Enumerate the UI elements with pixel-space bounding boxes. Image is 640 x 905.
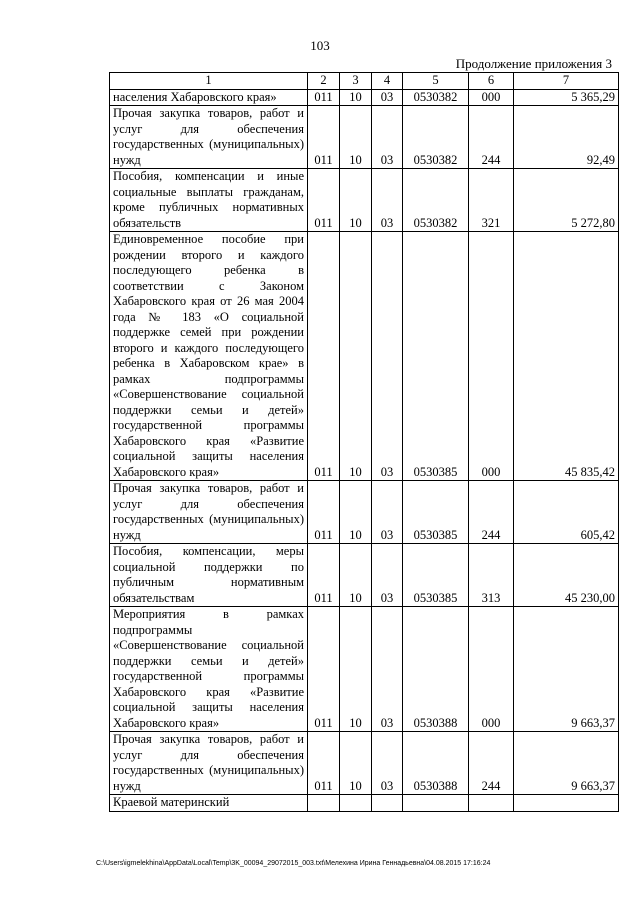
row-section-code: 10 xyxy=(340,89,372,106)
row-subsection-code: 03 xyxy=(372,544,403,607)
row-description: Единовременное пособие при рождении второго и каждого последующего ребенка в соответствии с Законом Хабаровского края от 26 мая 2004 года № 183 «О социальной поддержке семей при рождении второго и каждого последующего ребенка в Хабаровском крае» в рамках подпрограммы «Совершенствование социальной поддержки семьи и детей» государственной программы Хабаровского края «Развитие социальной защиты населения Хабаровского края» xyxy=(110,232,308,481)
row-amount: 45 835,42 xyxy=(514,232,619,481)
row-ministry-code: 011 xyxy=(308,169,340,232)
row-target-article: 0530382 xyxy=(403,89,469,106)
row-amount xyxy=(514,795,619,812)
header-cell: 3 xyxy=(340,73,372,90)
row-expense-type: 244 xyxy=(469,106,514,169)
row-target-article: 0530385 xyxy=(403,232,469,481)
row-ministry-code: 011 xyxy=(308,89,340,106)
header-cell: 1 xyxy=(110,73,308,90)
row-description: Прочая закупка товаров, работ и услуг для обеспечения государственных (муниципальных) нужд xyxy=(110,106,308,169)
row-description: Краевой материнский xyxy=(110,795,308,812)
row-expense-type: 313 xyxy=(469,544,514,607)
row-subsection-code: 03 xyxy=(372,481,403,544)
page-number: 103 xyxy=(310,38,330,53)
row-expense-type: 244 xyxy=(469,732,514,795)
table-row xyxy=(110,795,619,812)
row-amount: 5 365,29 xyxy=(514,89,619,106)
row-section-code: 10 xyxy=(340,544,372,607)
row-ministry-code: 011 xyxy=(308,607,340,732)
table-row xyxy=(110,89,619,106)
table-header-row xyxy=(110,73,619,90)
row-ministry-code: 011 xyxy=(308,732,340,795)
row-description: населения Хабаровского края» xyxy=(110,89,308,106)
row-section-code: 10 xyxy=(340,169,372,232)
row-ministry-code: 011 xyxy=(308,106,340,169)
row-subsection-code: 03 xyxy=(372,89,403,106)
row-target-article: 0530388 xyxy=(403,607,469,732)
row-expense-type: 000 xyxy=(469,607,514,732)
row-ministry-code: 011 xyxy=(308,544,340,607)
row-description: Пособия, компенсации и иные социальные выплаты гражданам, кроме публичных нормативных обязательств xyxy=(110,169,308,232)
header-cell: 2 xyxy=(308,73,340,90)
row-subsection-code: 03 xyxy=(372,732,403,795)
footer-file-path: C:\Users\igmelekhina\AppData\Local\Temp\3K_00094_29072015_003.txt\Мелехина Ирина Геннадьевна\04.08.2015 17:16:24 xyxy=(96,860,491,867)
row-ministry-code xyxy=(308,795,340,812)
row-description: Прочая закупка товаров, работ и услуг для обеспечения государственных (муниципальных) нужд xyxy=(110,481,308,544)
row-section-code: 10 xyxy=(340,232,372,481)
row-amount: 9 663,37 xyxy=(514,732,619,795)
row-section-code: 10 xyxy=(340,732,372,795)
row-ministry-code: 011 xyxy=(308,232,340,481)
header-cell: 7 xyxy=(514,73,619,90)
budget-table xyxy=(109,72,619,812)
header-cell: 5 xyxy=(403,73,469,90)
row-amount: 92,49 xyxy=(514,106,619,169)
row-target-article: 0530382 xyxy=(403,169,469,232)
row-subsection-code: 03 xyxy=(372,232,403,481)
table-row xyxy=(110,481,619,544)
row-target-article: 0530385 xyxy=(403,544,469,607)
row-description: Мероприятия в рамках подпрограммы «Совершенствование социальной поддержки семьи и детей» государственной программы Хабаровского края «Развитие социальной защиты населения Хабаровского края» xyxy=(110,607,308,732)
row-section-code: 10 xyxy=(340,607,372,732)
row-subsection-code: 03 xyxy=(372,106,403,169)
row-target-article xyxy=(403,795,469,812)
continuation-label: Продолжение приложения 3 xyxy=(455,56,612,71)
row-target-article: 0530385 xyxy=(403,481,469,544)
table-row xyxy=(110,544,619,607)
table-row xyxy=(110,169,619,232)
row-amount: 45 230,00 xyxy=(514,544,619,607)
header-cell: 4 xyxy=(372,73,403,90)
row-description: Пособия, компенсации, меры социальной поддержки по публичным нормативным обязательствам xyxy=(110,544,308,607)
row-subsection-code: 03 xyxy=(372,607,403,732)
table-row xyxy=(110,232,619,481)
row-expense-type xyxy=(469,795,514,812)
row-amount: 605,42 xyxy=(514,481,619,544)
header-cell: 6 xyxy=(469,73,514,90)
row-subsection-code xyxy=(372,795,403,812)
row-description: Прочая закупка товаров, работ и услуг для обеспечения государственных (муниципальных) нужд xyxy=(110,732,308,795)
table-row xyxy=(110,106,619,169)
row-expense-type: 000 xyxy=(469,232,514,481)
row-amount: 5 272,80 xyxy=(514,169,619,232)
row-expense-type: 321 xyxy=(469,169,514,232)
row-section-code: 10 xyxy=(340,106,372,169)
row-subsection-code: 03 xyxy=(372,169,403,232)
row-section-code xyxy=(340,795,372,812)
row-target-article: 0530388 xyxy=(403,732,469,795)
table-row xyxy=(110,607,619,732)
row-target-article: 0530382 xyxy=(403,106,469,169)
table-row xyxy=(110,732,619,795)
row-expense-type: 244 xyxy=(469,481,514,544)
row-section-code: 10 xyxy=(340,481,372,544)
row-expense-type: 000 xyxy=(469,89,514,106)
row-amount: 9 663,37 xyxy=(514,607,619,732)
row-ministry-code: 011 xyxy=(308,481,340,544)
